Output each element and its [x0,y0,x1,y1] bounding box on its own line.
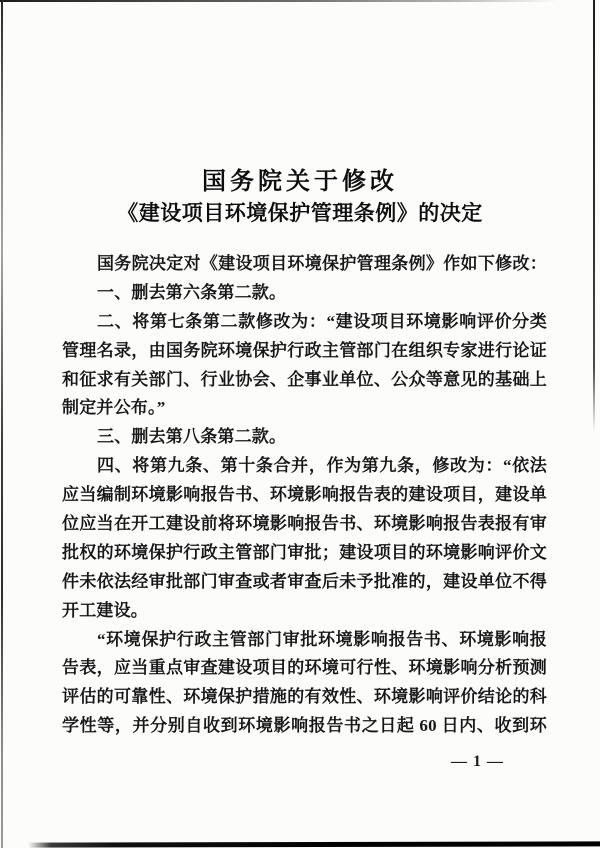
body-line: 和征求有关部门、行业协会、企事业单位、公众等意见的基础上 [62,369,547,389]
scan-edge-left [1,0,3,848]
body-line: 评估的可靠性、环境保护措施的有效性、环境影响评价结论的科 [62,687,547,707]
body-line: 管理名录，由国务院环境保护行政主管部门在组织专家进行论证 [62,340,547,360]
body-line: 二、将第七条第二款修改为：“建设项目环境影响评价分类 [97,311,547,331]
body-line: 件未依法经审批部门审查或者审查后未予批准的，建设单位不得 [62,571,547,591]
body-line: 应当编制环境影响报告书、环境影响报告表的建设项目，建设单 [62,485,547,505]
body-line: 开工建设。 [62,600,148,620]
page-number: — 1 — [451,753,504,770]
body-line: 四、将第九条、第十条合并，作为第九条，修改为：“依法 [97,456,547,476]
scan-edge-top [0,0,600,2]
document-body [62,250,547,741]
scan-edge-bottom [28,841,600,847]
body-line: 告表，应当重点审查建设项目的环境可行性、环境影响分析预测 [62,658,547,678]
body-line: 制定并公布。” [62,398,166,418]
body-line: 批权的环境保护行政主管部门审批；建设项目的环境影响评价文 [62,542,547,562]
document-title-line1: 国务院关于修改 [202,169,398,195]
body-line: “环境保护行政主管部门审批环境影响报告书、环境影响报 [97,629,547,649]
body-line: 位应当在开工建设前将环境影响报告书、环境影响报告表报有审 [62,514,547,534]
body-line: 学性等，并分别自收到环境影响报告书之日起 60 日内、收到环 [62,716,547,736]
document-title-line2: 《建设项目环境保护管理条例》的决定 [117,201,483,225]
body-line: 一、删去第六条第二款。 [97,282,287,302]
body-line: 国务院决定对《建设项目环境保护管理条例》作如下修改： [97,254,547,273]
body-line: 三、删去第八条第二款。 [97,427,287,447]
